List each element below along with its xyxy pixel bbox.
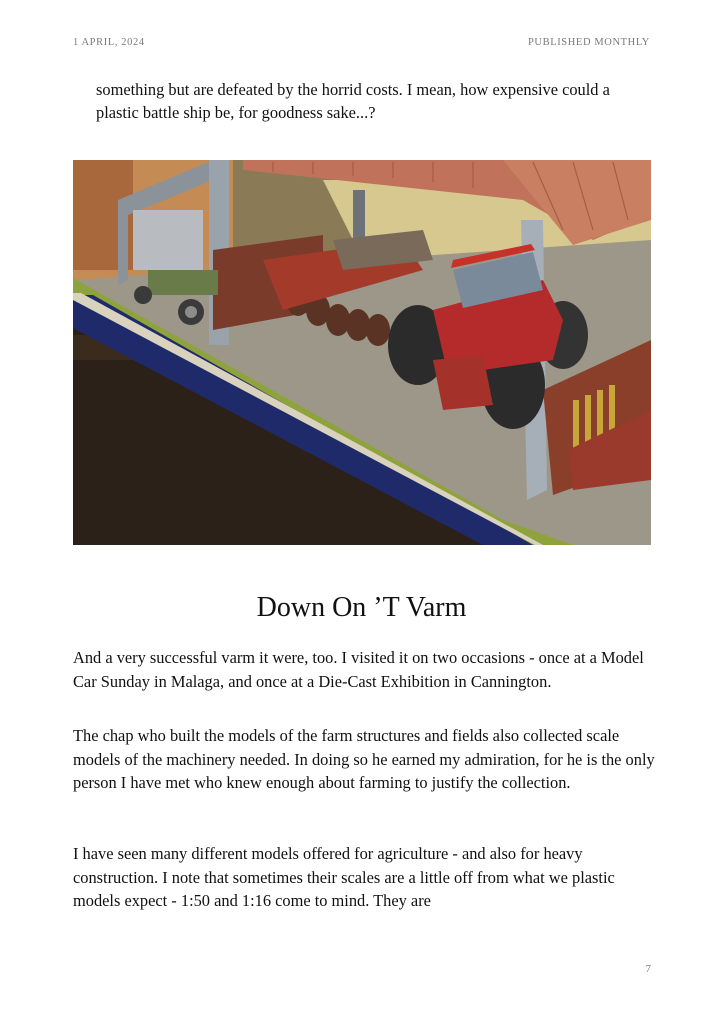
header-date: 1 APRIL, 2024: [73, 37, 145, 48]
intro-paragraph: something but are defeated by the horrid costs. I mean, how expensive could a plastic battle ship be, for goodness sake...?: [96, 80, 610, 122]
article-paragraph: The chap who built the models of the farm structures and fields also collected scale models of the machinery needed. In doing so he earned my admiration, for he is the only person I have met who knew enough about farming to justify the collection.: [73, 726, 655, 793]
farm-diorama-photo: [73, 160, 651, 545]
article-paragraph: I have seen many different models offered for agriculture - and also for heavy construction. I note that sometimes their scales are a little off from what we plastic models expect - 1:50 and 1:16 come to mind. They are: [73, 844, 615, 911]
page-number: 7: [645, 963, 651, 975]
article-title: Down On ’T Varm: [256, 592, 467, 623]
article-paragraph: And a very successful varm it were, too. I visited it on two occasions - once at a Model Car Sunday in Malaga, and once at a Die-Cast Exhibition in Cannington.: [73, 648, 644, 691]
header-publication: PUBLISHED MONTHLY: [527, 37, 650, 48]
